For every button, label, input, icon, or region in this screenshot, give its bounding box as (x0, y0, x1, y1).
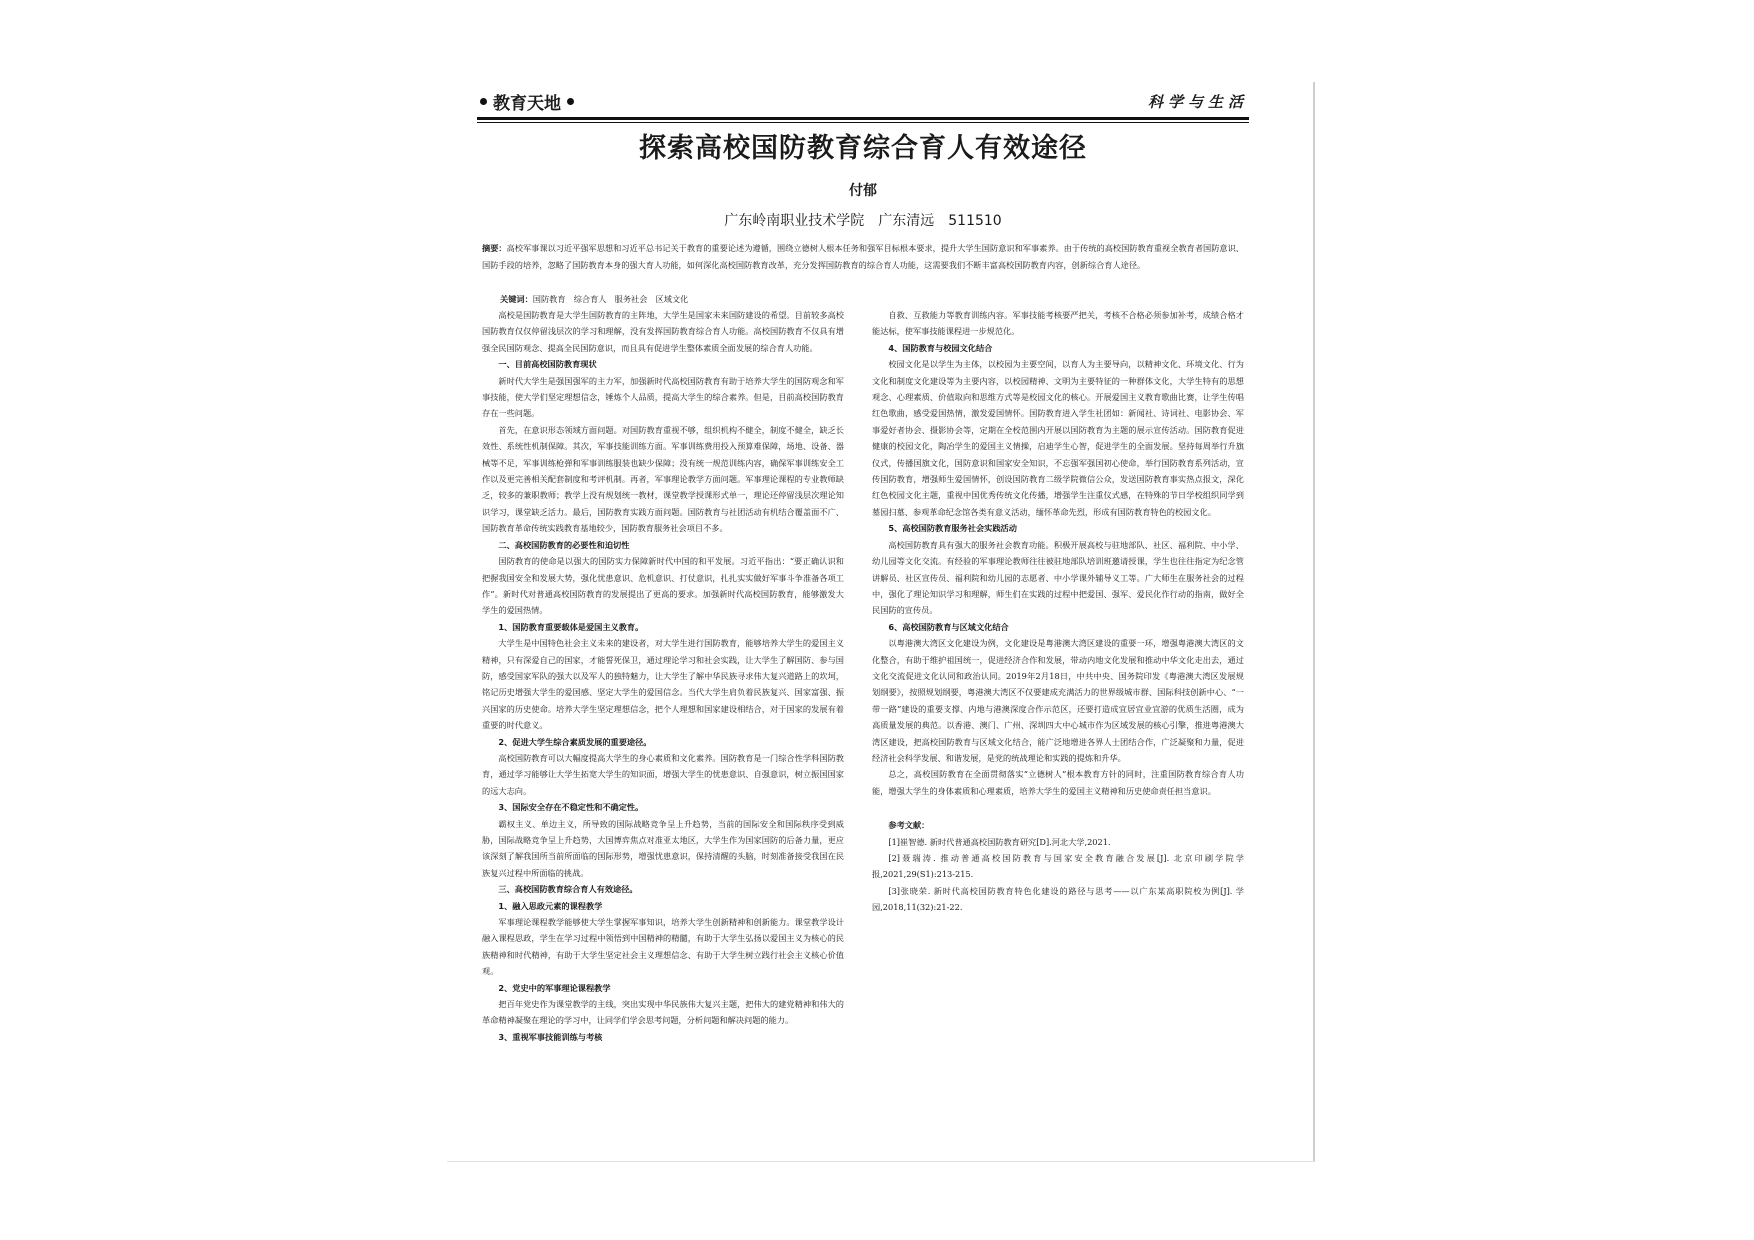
references-title: 参考文献： (888, 820, 930, 831)
section-heading: 2、促进大学生综合素质发展的重要途径。 (498, 736, 652, 747)
section-heading: 3、国际安全存在不稳定性和不确定性。 (498, 802, 644, 813)
section-heading: 6、高校国防教育与区域文化结合 (888, 621, 1009, 632)
section-heading: 3、重视军事技能训练与考核 (498, 1031, 603, 1042)
body-paragraph: 自救、互救能力等教育训练内容。军事技能考核要严把关，考核不合格必须参加补考，成绩合格才能达标，使军事技能课程进一步规范化。 (872, 310, 1244, 337)
keywords (500, 291, 1240, 307)
article-title: 探索高校国防教育综合育人有效途径 (639, 133, 1087, 164)
body-column-left (482, 307, 844, 1152)
abstract-label: 摘要： (482, 243, 507, 253)
body-paragraph: 霸权主义、单边主义，所导致的国际战略竞争呈上升趋势，当前的国际安全和国际秩序受到威胁，国际战略竞争呈上升趋势，大国博弈焦点对准亚太地区，大学生作为国家国防的后备力量，更应该深刻了解我国所当前所面临的国际形势，增强忧患意识，保持清醒的头脑，时刻准备接受我国在民族复兴过程中所面临的挑战。 (482, 818, 844, 878)
bullet-dot-icon (567, 98, 574, 105)
section-heading: 一、目前高校国防教育现状 (498, 359, 597, 370)
body-paragraph: 总之，高校国防教育在全面贯彻落实“立德树人”根本教育方针的同时，注重国防教育综合育人功能，增强大学生的身体素质和心理素质，培养大学生的爱国主义精神和历史使命责任担当意识。 (872, 769, 1244, 796)
body-paragraph: 把百年党史作为课堂教学的主线，突出实现中华民族伟大复兴主题，把伟大的建党精神和伟大的革命精神凝聚在理论的学习中，让同学们学会思考问题，分析问题和解决问题的能力。 (482, 999, 844, 1026)
reference-item: [2]聂瑞涛. 推动普通高校国防教育与国家安全教育融合发展[J]. 北京印刷学院学报,2021,29(S1):213-215. (872, 853, 1244, 880)
body-paragraph: 高校是国防教育是大学生国防教育的主阵地，大学生是国家未来国防建设的希望。目前较多高校国防教育仅仅停留浅层次的学习和理解，没有发挥国防教育综合育人功能。高校国防教育不仅具有增强全民国防观念、提高全民国防意识，而且具有促进学生整体素质全面发展的综合育人功能。 (482, 310, 844, 353)
section-heading: 5、高校国防教育服务社会实践活动 (888, 523, 1017, 534)
references (872, 817, 1244, 915)
body-paragraph: 高校国防教育具有强大的服务社会教育功能。积极开展高校与驻地部队、社区、福利院、中小学、幼儿园等文化交流。有经验的军事理论教师往往被驻地部队培训班邀请授课，学生也往往指定为纪念管讲解员、社区宣传员、福利院和幼儿园的志愿者、中小学课外辅导义工等。广大师生在服务社会的过程中，强化了理论知识学习和理解，师生们在实践的过程中把爱国、强军、爱民化作行动的指南，做好全民国防的宣传员。 (872, 539, 1244, 616)
header-rule (477, 117, 1249, 120)
header-rule-thin (477, 122, 1249, 123)
abstract (482, 240, 1244, 274)
body-paragraph: 国防教育的使命是以强大的国防实力保障新时代中国的和平发展。习近平指出：“要正确认识和把握我国安全和发展大势，强化忧患意识、危机意识、打仗意识，扎扎实实做好军事斗争准备各项工作”。新时代对普通高校国防教育的发展提出了更高的要求。加强新时代高校国防教育，能够激发大学生的爱国热情。 (482, 556, 844, 616)
body-paragraph: 高校国防教育可以大幅度提高大学生的身心素质和文化素养。国防教育是一门综合性学科国防教育，通过学习能够让大学生拓宽大学生的知识面，增强大学生的忧患意识、自强意识，树立振国国家的远大志向。 (482, 752, 844, 796)
section-label (480, 89, 574, 114)
section-heading: 4、国防教育与校园文化结合 (888, 342, 993, 353)
abstract-text: 高校军事课以习近平强军思想和习近平总书记关于教育的重要论述为遵循，围绕立德树人根本任务和强军目标根本要求，提升大学生国防意识和军事素养。由于传统的高校国防教育重视全教育者国防意识、国防手段的培养，忽略了国防教育本身的强大育人功能，如何深化高校国防教育改革，充分发挥国防教育的综合育人功能，这需要我们不断丰富高校国防教育内容，创新综合育人途径。 (482, 243, 1244, 270)
body-paragraph: 首先，在意识形态领域方面问题。对国防教育重视不够，组织机构不健全，制度不健全，缺乏长效性、系统性机制保障。其次，军事技能训练方面。军事训练费用投入预算难保障，场地、设备、器械等不足，军事训练枪弹和军事训练服装也缺少保障；没有统一规范训练内容，确保军事训练安全工作以及更完善相关配套制度和考评机制。再者，军事理论教学方面问题。军事理论课程的专业教师缺乏，较多的兼职教师；教学上没有规划统一教材，课堂教学授课形式单一，理论还停留浅层次理论知识学习，课堂缺乏活力。最后，国防教育实践方面问题。国防教育与社团活动有机结合覆盖面不广、国防教育革命传统实践教育基地较少，国防教育服务社会项目不多。 (482, 424, 844, 534)
body-column-right (872, 307, 1244, 1007)
section-heading: 三、高校国防教育综合育人有效途径。 (498, 884, 638, 895)
body-paragraph: 大学生是中国特色社会主义未来的建设者，对大学生进行国防教育，能够培养大学生的爱国主义精神，只有深爱自己的国家，才能誓死保卫，通过理论学习和社会实践，让大学生了解国防、参与国防，感受国家军队的强大以及军人的独特魅力，让大学生了解中华民族寻求伟大复兴道路上的坎坷，铭记历史增强大学生的爱国感、坚定大学生的爱国信念。当代大学生肩负着民族复兴、国家富强、振兴国家的历史使命。培养大学生坚定理想信念，把个人理想和国家建设相结合，对于国家的发展有着重要的时代意义。 (482, 638, 844, 731)
keywords-text: 国防教育 综合育人 服务社会 区域文化 (532, 294, 689, 304)
body-paragraph: 军事理论课程教学能够使大学生掌握军事知识，培养大学生创新精神和创新能力。课堂教学设计融入课程思政，学生在学习过程中领悟到中国精神的精髓，有助于大学生弘扬以爱国主义为核心的民族精神和时代精神，有助于大学生坚定社会主义理想信念、有助于大学生树立践行社会主义核心价值观。 (482, 917, 844, 977)
reference-item: [1]崔智德. 新时代普通高校国防教育研究[D].河北大学,2021. (888, 836, 1111, 847)
bullet-dot-icon (480, 98, 487, 105)
page-header (480, 86, 1248, 116)
article-author: 付郁 (849, 183, 877, 199)
body-paragraph: 校园文化是以学生为主体，以校园为主要空间，以育人为主要导向，以精神文化、环境文化、行为文化和制度文化建设等为主要内容，以校园精神、文明为主要特征的一种群体文化，大学生特有的思想观念、心理素质、价值取向和思维方式等是校园文化的核心。开展爱国主义教育歌曲比赛，让学生传唱红色歌曲，感受爱国热情，激发爱国情怀。国防教育进入学生社团如：新闻社、诗词社、电影协会、军事爱好者协会、摄影协会等，定期在全校范围内开展以国防教育为主题的展示宣传活动。国防教育促进健康的校园文化，陶冶学生的爱国主义情操，启迪学生心智，促进学生的全面发展。坚持每周举行升旗仪式，传播国旗文化，国防意识和国家安全知识，不忘强军强国初心使命，举行国防教育系列活动，宣传国防教育，增强师生爱国情怀，创设国防教育二级学院微信公众，发送国防教育事实热点报文，深化红色校园文化主题，重视中国优秀传统文化传播，增强学生注重仪式感，在特殊的节日学校组织同学到墓园扫墓、参观革命纪念馆各类有意义活动，缅怀革命先烈，形成有国防教育特色的校园文化。 (872, 359, 1244, 517)
section-heading: 2、党史中的军事理论课程教学 (498, 982, 611, 993)
keywords-label: 关键词： (500, 294, 533, 304)
article-affiliation: 广东岭南职业技术学院 广东清远 511510 (724, 213, 1002, 229)
section-heading: 1、融入思政元素的课程教学 (498, 900, 603, 911)
body-paragraph: 新时代大学生是强国强军的主力军，加强新时代高校国防教育有助于培养大学生的国防观念和军事技能，使大学们坚定理想信念，锤炼个人品质，提高大学生的综合素养。但是，目前高校国防教育存在一些问题。 (482, 375, 844, 419)
section-label-text: 教育天地 (493, 93, 561, 114)
body-paragraph: 以粤港澳大湾区文化建设为例，文化建设是粤港澳大湾区建设的重要一环，增强粤港澳大湾区的文化整合，有助于维护祖国统一，促进经济合作和发展，带动内地文化发展和推动中华文化走出去，通过文化交流促进文化认同和政治认同。2019年2月18日，中共中央、国务院印发《粤港澳大湾区发展规划纲要》，按照规划纲要，粤港澳大湾区不仅要建成充满活力的世界级城市群、国际科技创新中心、“一带一路”建设的重要支撑、内地与港澳深度合作示范区，还要打造成宜居宜业宜游的优质生活圈，成为高质量发展的典范。以香港、澳门、广州、深圳四大中心城市作为区域发展的核心引擎，推进粤港澳大湾区建设，把高校国防教育与区域文化结合，能广泛地增进各界人士团结合作，广泛凝聚和力量，促进经济社会科学发展、和谐发展，是党的统战理论和实践的提炼和升华。 (872, 638, 1244, 763)
section-heading: 1、国防教育重要载体是爱国主义教育。 (498, 621, 644, 632)
journal-name: 科学与生活 (1147, 92, 1248, 111)
reference-item: [3]张晓荣. 新时代高校国防教育特色化建设的路径与思考——以广东某高职院校为例[J]. 学园,2018,11(32):21-22. (872, 885, 1244, 913)
section-heading: 二、高校国防教育的必要性和迫切性 (498, 539, 630, 550)
